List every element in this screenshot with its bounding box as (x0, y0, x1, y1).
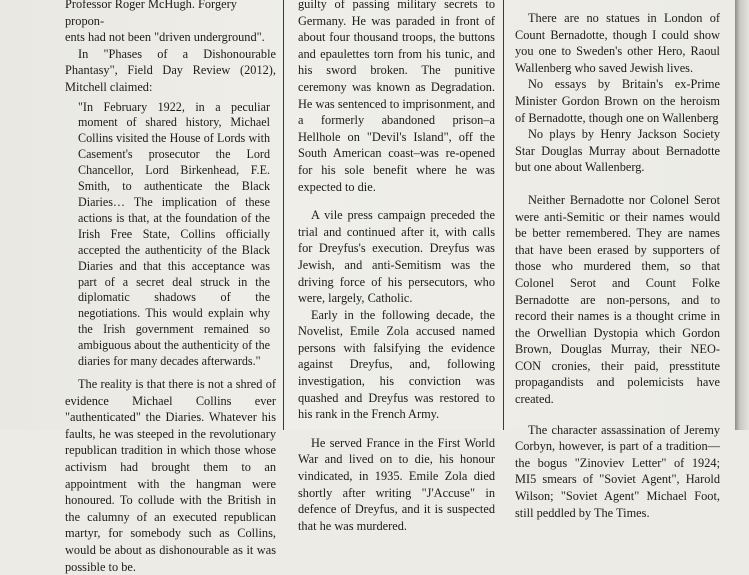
page-edge-shadow (735, 0, 749, 430)
reality-paragraph: The reality is that there is not a shred of evidence Michael Collins ever "authenticated" the Diaries. Whatever his faults, he was steeped in the revolutionary republican tradition in which those whose activism had brought them to an appointment with the hangman were honoured. To collude with the British in the calumny of an executed republican martyr, for somebody such as Collins, would be about as dishonourable as it was possible to be. (65, 376, 276, 574)
serot-paragraph: Neither Bernadotte nor Colonel Serot were anti-Semitic or their names would be better remembered. They are names that have been erased by supporters of those who murdered them, so that Colonel Serot and Count Folke Bernadotte are non-persons, and to record their names is a thought crime in the Orwellian Dystopia which Gordon Brown, Douglas Murray, their NEO-CON cronies, their paid, presstitute propagandists and polemicists have created. (515, 192, 720, 407)
text-line: Professor Roger McHugh. Forgery propon- (65, 0, 237, 28)
column-left (65, 0, 276, 575)
column-right (515, 10, 720, 521)
column-middle (298, 0, 495, 534)
intro-paragraph: In "Phases of a Dishonourable Phantasy", Field Day Review (2012), Mitchell claimed: (65, 46, 276, 94)
zola-paragraph: Early in the following decade, the Novelist, Emile Zola accused named persons with falsifying the evidence against Dreyfus, and, following investigation, his conviction was quashed and Dreyfus was restored to his rank in the French Army. (298, 307, 495, 422)
column-rule-2 (503, 0, 504, 430)
text-line: ents had not been "driven underground". (65, 30, 265, 45)
press-campaign-paragraph: A vile press campaign preceded the trial and continued after it, with calls for Dreyfus's execution. Dreyfus was Jewish, and anti-Semitism was the driving force of his persecutors, who were, largely, Catholic. (298, 208, 495, 306)
plays-paragraph: No plays by Henry Jackson Society Star Douglas Murray about Bernadotte but one about Wallenberg. (515, 127, 720, 175)
essays-paragraph: No essays by Britain's ex-Prime Minister Gordon Brown on the heroism of Bernadotte, though one on Wallenberg (515, 77, 720, 125)
statues-paragraph: There are no statues in London of Count Bernadotte, though I could show you one to Sweden's other Hero, Raoul Wallenberg who saved Jewish lives. (515, 11, 720, 75)
corbyn-paragraph: The character assassination of Jeremy Corbyn, however, is part of a tradition—the bogus "Zinoviev Letter" of 1924; MI5 smears of "Soviet Agent", Harold Wilson; "Soviet Agent" Michael Foot, still peddled by The Times. (515, 422, 720, 520)
served-france-paragraph: He served France in the First World War and lived on to die, his honour vindicated, in 1935. Emile Zola died shortly after writing "J'Accuse" in defence of Dreyfus, and it is suspected that he was murdered. (298, 435, 495, 533)
mchugh-line (65, 0, 276, 46)
collins-quote: "In February 1922, in a peculiar moment of shared history, Michael Collins visited the House of Lords with Casement's prosecutor the Lord Chancellor, Lord Birkenhead, F.E. Smith, to authenticate the Black Diaries… The implication of these actions is that, at the foundation of the Irish Free State, Collins officially accepted the authenticity of the Black Diaries and that this acceptance was part of a secret deal struck in the diplomatic shadows of the negotiations. This would explain why the Irish government remained so ambiguous about the authenticity of the diaries for many decades afterwards." (78, 99, 270, 369)
column-rule-1 (283, 0, 284, 430)
degradation-paragraph: guilty of passing military secrets to Germany. He was paraded in front of about four thousand troops, the buttons and epaulettes torn from his tunic, and his sword broken. The punitive ceremony was known as Degradation. He was sentenced to imprisonment, and a formerly abandoned prison–a Hellhole on "Devil's Island", off the South American coast–was re-opened for his sole benefit where he was expected to die. (298, 0, 495, 194)
